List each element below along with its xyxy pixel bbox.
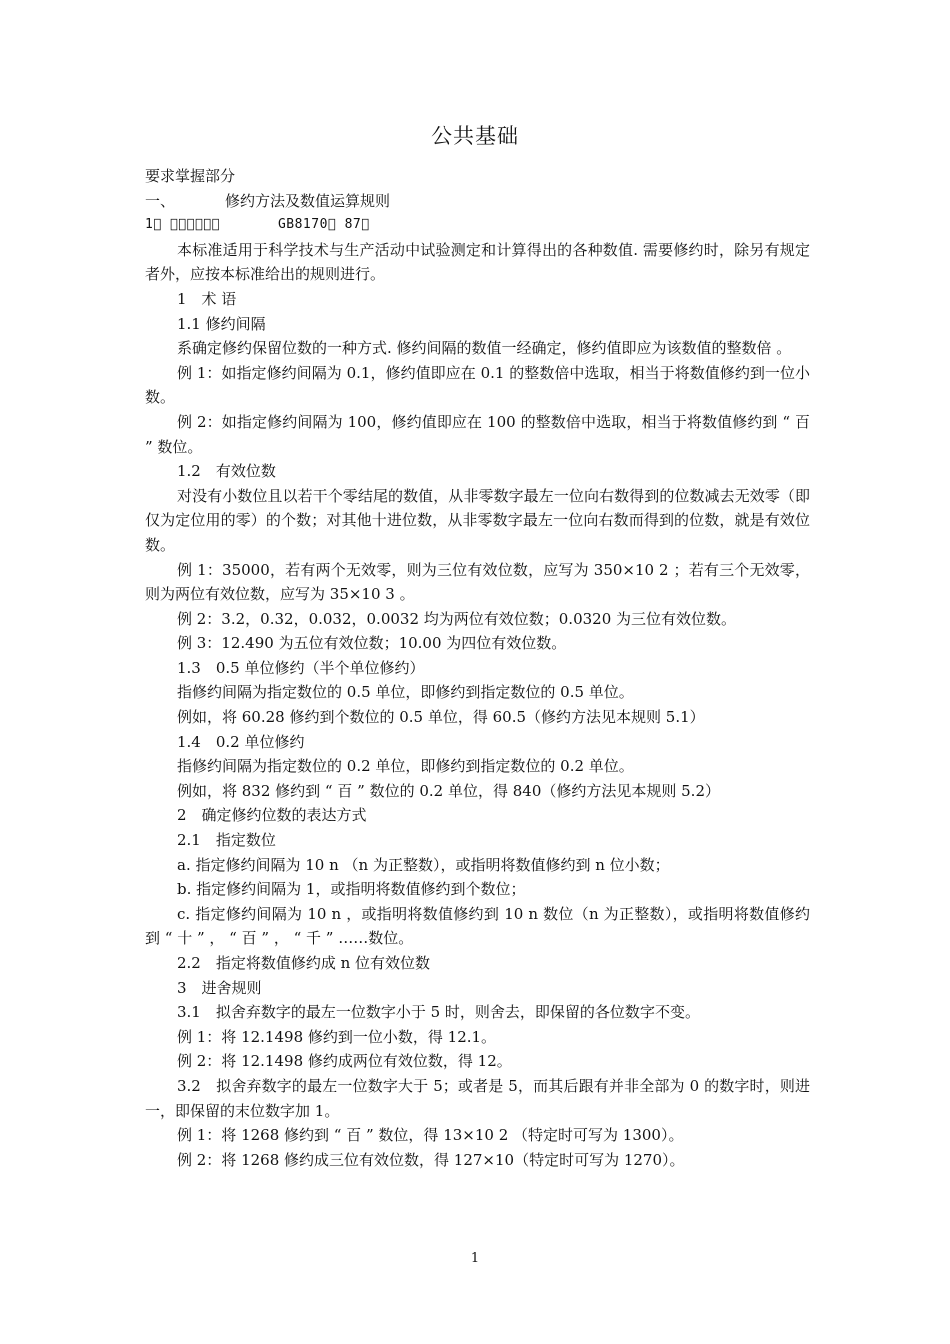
paragraph: 例 1：将 1268 修约到 “ 百 ” 数位，得 13×10 2 （特定时可写为 1300）。 [177, 1126, 684, 1145]
paragraph: 例 1：35000，若有两个无效零，则为三位有效位数，应写为 350×10 2 ；若有三个无效零，则为两位有效位数，应写为 35×10 3 。 [145, 560, 810, 604]
paragraph: 例 2：如指定修约间隔为 100，修约值即应在 100 的整数倍中选取，相当于将数值修约到 “ 百 ” 数位。 [145, 412, 810, 456]
chapter-heading [145, 189, 810, 214]
paragraph: 本标准适用于科学技术与生产活动中试验测定和计算得出的各种数值. 需要修约时，除另有规定者外，应按本标准给出的规则进行。 [145, 240, 810, 284]
paragraph: 2.2 指定将数值修约成 n 位有效位数 [177, 954, 431, 972]
paragraph: 1.2 有效位数 [177, 462, 276, 481]
paragraph: 例 1：将 12.1498 修约到一位小数，得 12.1。 [177, 1027, 497, 1046]
page-number: 1 [470, 1251, 480, 1266]
chapter-title: 修约方法及数值运算规则 [225, 191, 391, 210]
paragraph: 1.1 修约间隔 [177, 314, 266, 333]
paragraph: 例如，将 60.28 修约到个数位的 0.5 单位，得 60.5（修约方法见本规则 5.1） [177, 708, 705, 727]
paragraph: 例 3：12.490 为五位有效位数；10.00 为四位有效位数。 [177, 634, 567, 653]
paragraph: 系确定修约保留位数的一种方式. 修约间隔的数值一经确定，修约值即应为该数值的整数倍 。 [177, 339, 792, 358]
paragraph: 1.3 0.5 单位修约（半个单位修约） [177, 658, 425, 677]
paragraph: 3.2 拟舍弃数字的最左一位数字大于 5；或者是 5，而其后跟有并非全部为 0 的数字时，则进一，即保留的末位数字加 1。 [145, 1076, 810, 1120]
paragraph: 例如，将 832 修约到 “ 百 ” 数位的 0.2 单位，得 840（修约方法见本规则 5.2） [177, 781, 720, 800]
paragraph: 2.1 指定数位 [177, 831, 276, 850]
paragraph: 1 术 语 [177, 289, 237, 308]
paragraph: 指修约间隔为指定数位的 0.5 单位，即修约到指定数位的 0.5 单位。 [177, 683, 634, 702]
standard-code: GB8170  87  [277, 217, 370, 233]
section-heading: 要求掌握部分 [145, 167, 236, 185]
standard-line [145, 213, 810, 238]
paragraph: 3.1 拟舍弃数字的最左一位数字小于 5 时，则舍去，即保留的各位数字不变。 [177, 1003, 700, 1022]
paragraph: 指修约间隔为指定数位的 0.2 单位，即修约到指定数位的 0.2 单位。 [177, 757, 634, 776]
paragraph: a. 指定修约间隔为 10 n （n 为正整数），或指明将数值修约到 n 位小数； [177, 855, 670, 874]
paragraph: 例 2：将 12.1498 修约成两位有效位数，得 12。 [177, 1052, 512, 1071]
paragraph: 2 确定修约位数的表达方式 [177, 806, 367, 825]
document-body [145, 164, 810, 1172]
standard-number: 1         [145, 217, 220, 233]
paragraph: c. 指定修约间隔为 10 n ，或指明将数值修约到 10 n 数位（n 为正整数），或指明将数值修约到 “ 十 ” ， “ 百 ” ， “ 千 ” ……数位。 [145, 904, 810, 948]
paragraph: 例 1：如指定修约间隔为 0.1，修约值即应在 0.1 的整数倍中选取，相当于将数值修约到一位小数。 [145, 363, 810, 407]
paragraph: 1.4 0.2 单位修约 [177, 732, 305, 751]
paragraph: b. 指定修约间隔为 1，或指明将数值修约到个数位； [177, 880, 526, 899]
document-title: 公共基础 [431, 124, 519, 148]
paragraph: 例 2：3.2，0.32，0.032，0.0032 均为两位有效位数；0.0320 为三位有效位数。 [177, 609, 737, 628]
paragraph: 对没有小数位且以若干个零结尾的数值，从非零数字最左一位向右数得到的位数减去无效零（即仅为定位用的零）的个数；对其他十进位数，从非零数字最左一位向右数而得到的位数，就是有效位数。 [145, 486, 810, 554]
paragraph: 3 进舍规则 [177, 978, 262, 997]
paragraph: 例 2：将 1268 修约成三位有效位数，得 127×10（特定时可写为 1270）。 [177, 1150, 685, 1169]
chapter-number: 一、 [145, 191, 176, 210]
